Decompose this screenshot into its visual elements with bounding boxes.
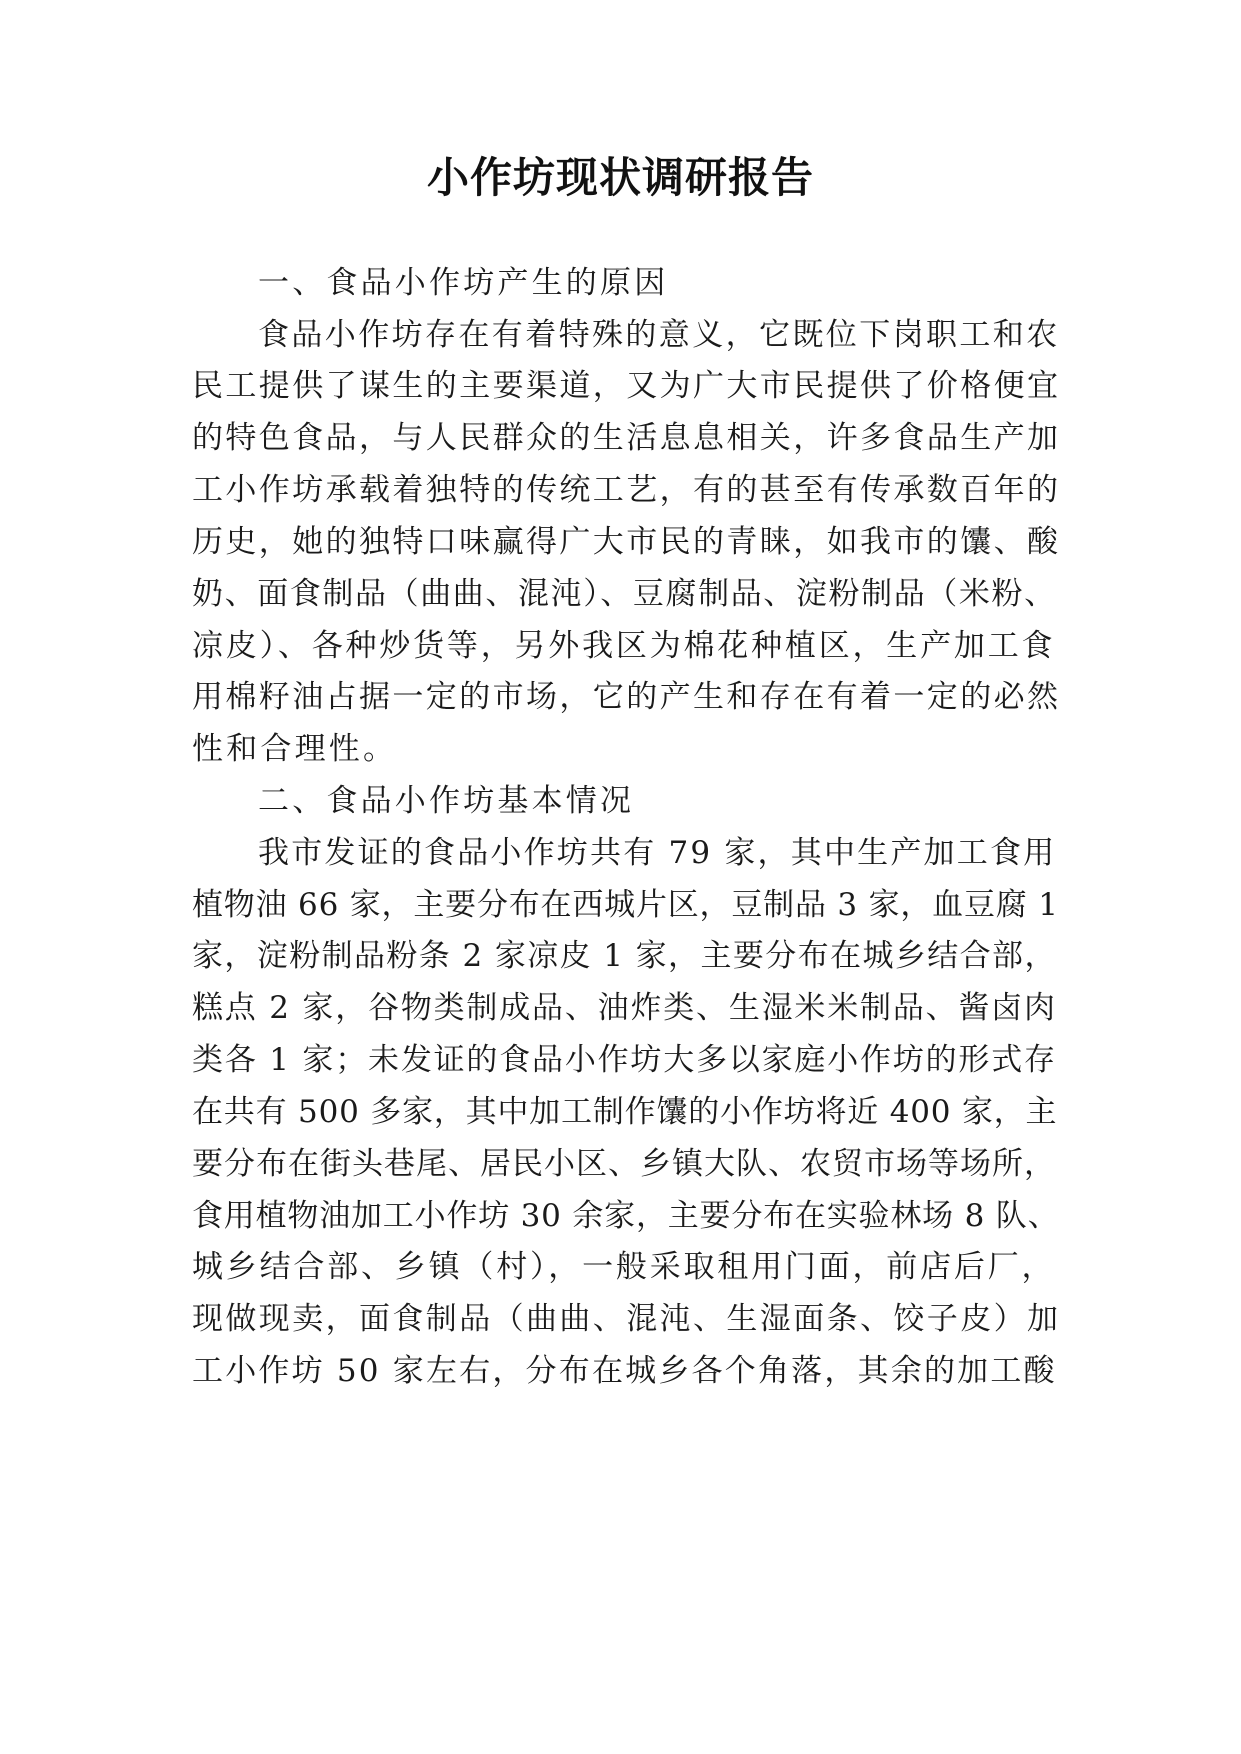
paragraph-line: 糕点 2 家，谷物类制成品、油炸类、生湿米米制品、酱卤肉 [192, 990, 1057, 1026]
section-heading-2: 二、食品小作坊基本情况 [258, 783, 635, 819]
paragraph-line: 用棉籽油占据一定的市场，它的产生和存在有着一定的必然 [192, 679, 1061, 715]
paragraph-line: 城乡结合部、乡镇（村），一般采取租用门面，前店后厂， [192, 1249, 1056, 1285]
paragraph-line: 植物油 66 家，主要分布在西城片区，豆制品 3 家，血豆腐 1 [192, 887, 1059, 923]
paragraph-line: 工小作坊 50 家左右，分布在城乡各个角落，其余的加工酸 [192, 1353, 1057, 1389]
paragraph-line: 奶、面食制品（曲曲、混沌）、豆腐制品、淀粉制品（米粉、 [192, 576, 1057, 612]
paragraph-line: 食用植物油加工小作坊 30 余家，主要分布在实验林场 8 队、 [192, 1198, 1060, 1234]
paragraph-line: 凉皮）、各种炒货等，另外我区为棉花种植区，生产加工食 [192, 628, 1056, 664]
paragraph-line: 类各 1 家；未发证的食品小作坊大多以家庭小作坊的形式存 [192, 1042, 1057, 1078]
paragraph-line: 我市发证的食品小作坊共有 79 家，其中生产加工食用 [258, 835, 1057, 871]
paragraph-line: 在共有 500 多家，其中加工制作馕的小作坊将近 400 家，主 [192, 1094, 1058, 1130]
paragraph-line: 的特色食品，与人民群众的生活息息相关，许多食品生产加 [192, 420, 1061, 456]
paragraph-line: 民工提供了谋生的主要渠道，又为广大市民提供了价格便宜 [192, 368, 1061, 404]
document-title: 小作坊现状调研报告 [426, 153, 814, 202]
paragraph-line: 食品小作坊存在有着特殊的意义，它既位下岗职工和农 [258, 317, 1060, 353]
paragraph-line: 工小作坊承载着独特的传统工艺，有的甚至有传承数百年的 [192, 472, 1061, 508]
paragraph-line: 家，淀粉制品粉条 2 家凉皮 1 家，主要分布在城乡结合部， [192, 938, 1057, 974]
paragraph-line: 性和合理性。 [192, 731, 398, 767]
section-heading-1: 一、食品小作坊产生的原因 [258, 265, 669, 301]
paragraph-line: 要分布在街头巷尾、居民小区、乡镇大队、农贸市场等场所， [192, 1146, 1056, 1182]
paragraph-line: 历史，她的独特口味赢得广大市民的青睐，如我市的馕、酸 [192, 524, 1061, 560]
paragraph-line: 现做现卖，面食制品（曲曲、混沌、生湿面条、饺子皮）加 [192, 1301, 1061, 1337]
